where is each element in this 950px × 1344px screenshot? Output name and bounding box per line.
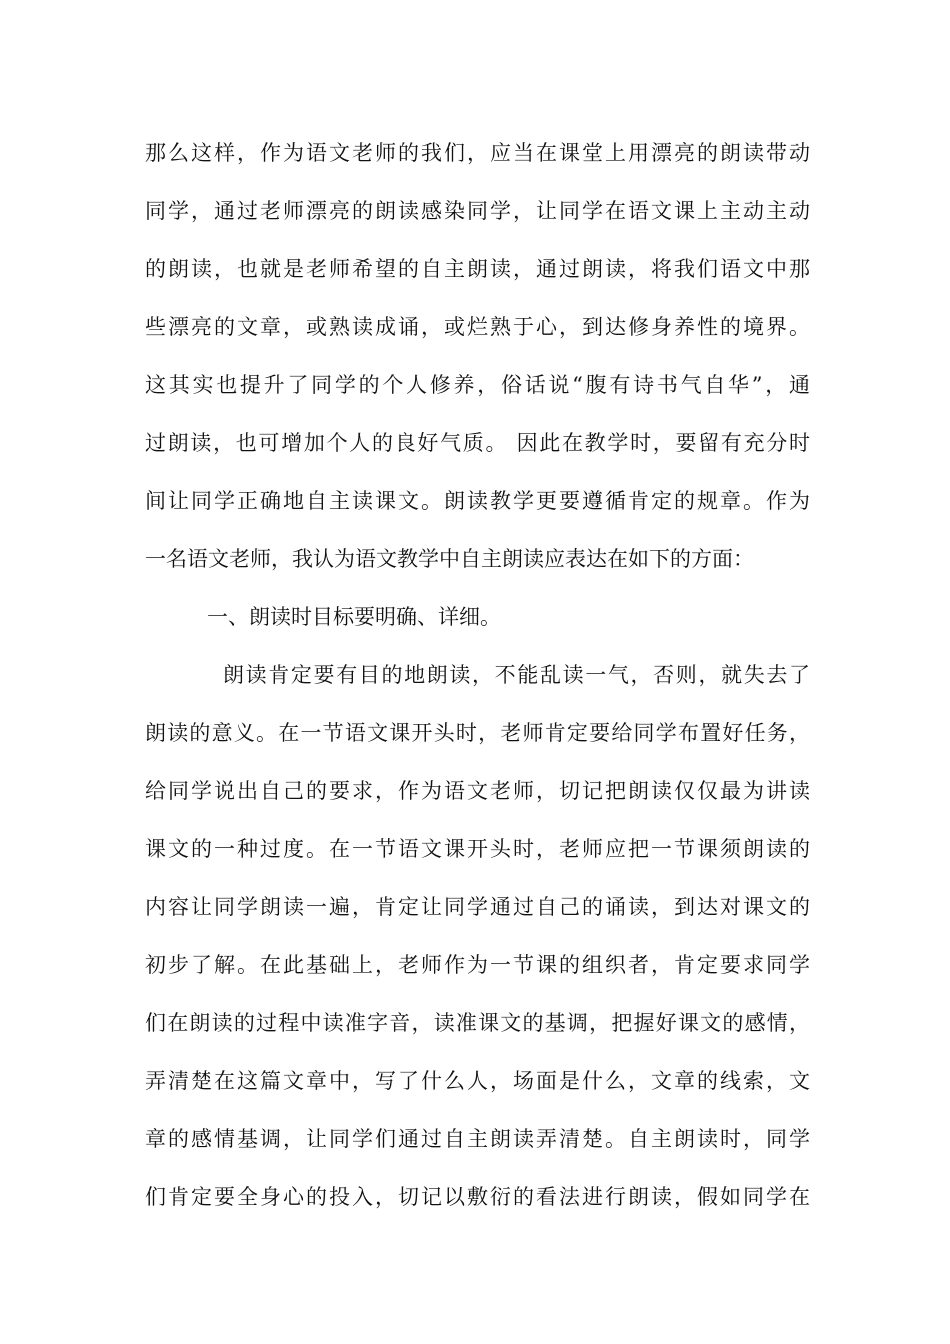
body-text: [145, 133, 810, 1235]
text-line: 朗读肯定要有目的地朗读，不能乱读一气，否则，就失去了: [223, 663, 810, 687]
text-line: 课文的一种过度。在一节语文课开头时，老师应把一节课须朗读的: [145, 837, 810, 861]
text-line: 章的感情基调，让同学们通过自主朗读弄清楚。自主朗读时，同学: [145, 1127, 810, 1151]
text-line: 同学，通过老师漂亮的朗读感染同学，让同学在语文课上主动主动: [145, 199, 810, 223]
text-line: 过朗读，也可增加个人的良好气质。 因此在教学时，要留有充分时: [145, 431, 810, 455]
text-line: 朗读的意义。在一节语文课开头时，老师肯定要给同学布置好任务，: [145, 721, 810, 745]
text-line: 初步了解。在此基础上，老师作为一节课的组织者，肯定要求同学: [145, 953, 810, 977]
text-line: 给同学说出自己的要求，作为语文老师，切记把朗读仅仅最为讲读: [145, 779, 810, 803]
text-line: 那么这样，作为语文老师的我们，应当在课堂上用漂亮的朗读带动: [145, 141, 810, 165]
text-line: 这其实也提升了同学的个人修养，俗话说“腹有诗书气自华”，通: [145, 373, 810, 397]
text-line: 一名语文老师，我认为语文教学中自主朗读应表达在如下的方面：: [145, 547, 754, 571]
text-line: 弄清楚在这篇文章中，写了什么人，场面是什么，文章的线索，文: [145, 1069, 810, 1093]
text-line: 内容让同学朗读一遍，肯定让同学通过自己的诵读，到达对课文的: [145, 895, 810, 919]
section-heading: 一、朗读时目标要明确、详细。: [207, 605, 501, 629]
text-line: 们在朗读的过程中读准字音，读准课文的基调，把握好课文的感情，: [145, 1011, 810, 1035]
text-line: 些漂亮的文章，或熟读成诵，或烂熟于心，到达修身养性的境界。: [145, 315, 810, 339]
text-line: 间让同学正确地自主读课文。朗读教学更要遵循肯定的规章。作为: [145, 489, 810, 513]
text-line: 们肯定要全身心的投入，切记以敷衍的看法进行朗读，假如同学在: [145, 1185, 810, 1209]
text-line: 的朗读，也就是老师希望的自主朗读，通过朗读，将我们语文中那: [145, 257, 810, 281]
